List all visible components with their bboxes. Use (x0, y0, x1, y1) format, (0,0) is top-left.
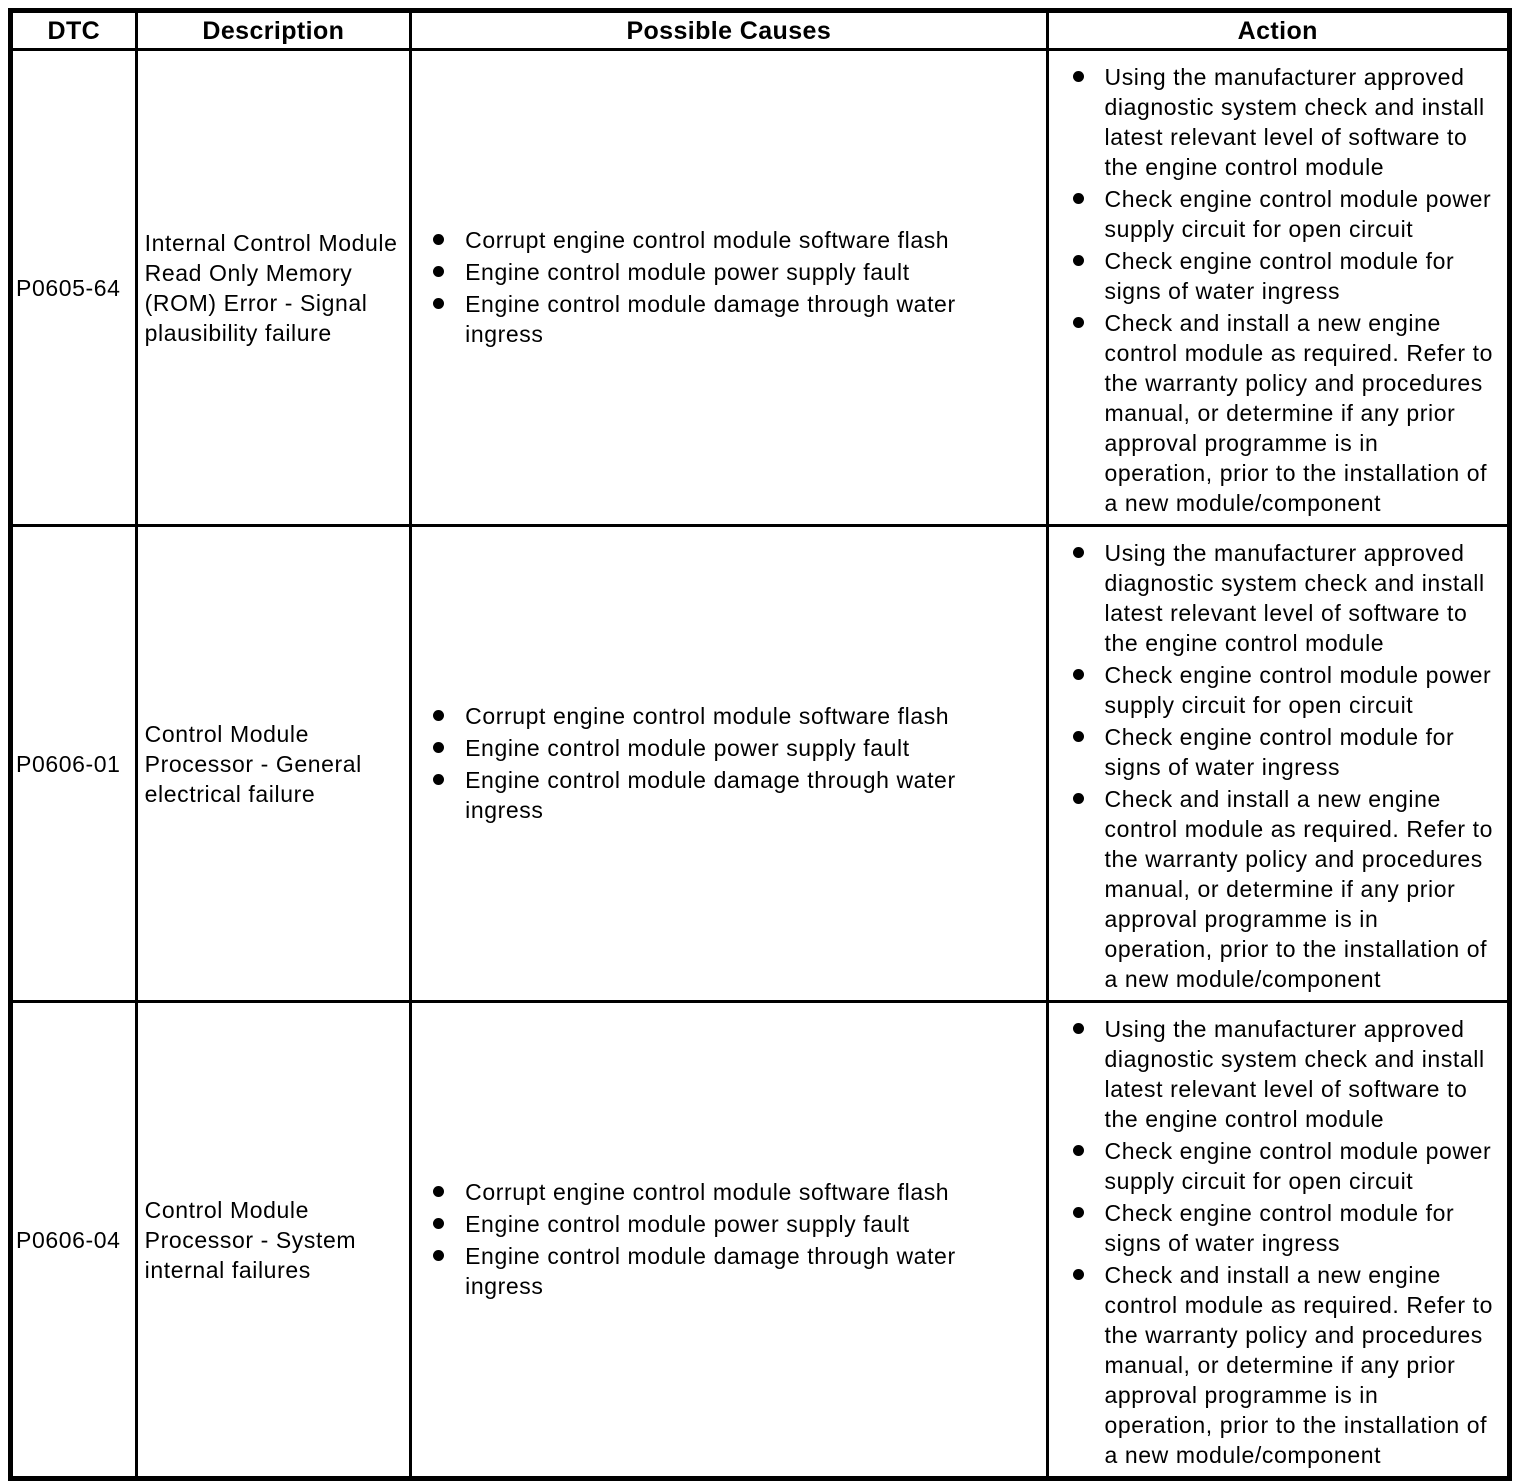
table-row (11, 50, 1510, 526)
list-item (1072, 1198, 1504, 1258)
description-cell (136, 50, 410, 526)
bullet-icon (1073, 731, 1084, 742)
description-cell (136, 526, 410, 1002)
list-item (1072, 1260, 1504, 1470)
list-item (1072, 538, 1504, 658)
bullet-icon (1073, 1269, 1084, 1280)
bullet-icon (433, 1218, 444, 1229)
list-item (1072, 784, 1504, 994)
list-item (432, 289, 1041, 349)
action-cell (1047, 526, 1510, 1002)
bullet-icon (1073, 669, 1084, 680)
causes-list (432, 1177, 1041, 1301)
action-list (1072, 62, 1504, 518)
item-text: Check engine control module for signs of water ingress (1104, 1200, 1455, 1256)
header-action: Action (1047, 11, 1510, 50)
item-text: Check engine control module power supply circuit for open circuit (1104, 1138, 1492, 1194)
action-list (1072, 538, 1504, 994)
table-row (11, 526, 1510, 1002)
list-item (432, 765, 1041, 825)
bullet-icon (433, 298, 444, 309)
list-item (1072, 62, 1504, 182)
item-text: Using the manufacturer approved diagnostic system check and install latest relevant level of software to the engine control module (1104, 540, 1485, 656)
item-text: Engine control module damage through water ingress (465, 766, 956, 823)
list-item (432, 1241, 1041, 1301)
list-item (432, 733, 1041, 763)
table-row (11, 1002, 1510, 1479)
causes-list (432, 225, 1041, 349)
item-text: Check engine control module power supply circuit for open circuit (1104, 662, 1492, 718)
item-text: Engine control module power supply fault (465, 258, 910, 285)
list-item (1072, 660, 1504, 720)
header-description: Description (136, 11, 410, 50)
list-item (1072, 308, 1504, 518)
item-text: Using the manufacturer approved diagnostic system check and install latest relevant level of software to the engine control module (1104, 1016, 1485, 1132)
list-item (1072, 722, 1504, 782)
item-text: Corrupt engine control module software flash (465, 702, 950, 729)
bullet-icon (433, 1186, 444, 1197)
list-item (432, 257, 1041, 287)
item-text: Engine control module damage through water ingress (465, 1242, 956, 1299)
description-text: Internal Control Module Read Only Memory (ROM) Error - Signal plausibility failure (144, 229, 398, 346)
dtc-cell: P0606-01 (11, 526, 137, 1002)
item-text: Engine control module damage through water ingress (465, 290, 956, 347)
item-text: Check engine control module power supply circuit for open circuit (1104, 186, 1492, 242)
header-possible-causes: Possible Causes (411, 11, 1047, 50)
causes-cell (411, 526, 1047, 1002)
dtc-table (8, 8, 1512, 1481)
bullet-icon (1073, 317, 1084, 328)
action-cell (1047, 1002, 1510, 1479)
item-text: Corrupt engine control module software flash (465, 226, 950, 253)
causes-cell (411, 50, 1047, 526)
description-cell (136, 1002, 410, 1479)
bullet-icon (1073, 71, 1084, 82)
item-text: Engine control module power supply fault (465, 1210, 910, 1237)
list-item (1072, 246, 1504, 306)
dtc-cell: P0606-04 (11, 1002, 137, 1479)
bullet-icon (1073, 793, 1084, 804)
list-item (432, 1177, 1041, 1207)
bullet-icon (1073, 1207, 1084, 1218)
bullet-icon (1073, 255, 1084, 266)
item-text: Corrupt engine control module software flash (465, 1178, 950, 1205)
list-item (432, 701, 1041, 731)
causes-cell (411, 1002, 1047, 1479)
item-text: Check and install a new engine control module as required. Refer to the warranty policy and procedures manual, or determine if any prior approval programme is in operation, prior to the installation of a new module/component (1104, 310, 1494, 516)
bullet-icon (433, 742, 444, 753)
bullet-icon (1073, 1023, 1084, 1034)
item-text: Check engine control module for signs of water ingress (1104, 724, 1455, 780)
bullet-icon (433, 1250, 444, 1261)
bullet-icon (433, 710, 444, 721)
bullet-icon (433, 774, 444, 785)
description-text: Control Module Processor - General electrical failure (144, 720, 362, 807)
item-text: Using the manufacturer approved diagnostic system check and install latest relevant level of software to the engine control module (1104, 64, 1485, 180)
bullet-icon (1073, 1145, 1084, 1156)
bullet-icon (433, 234, 444, 245)
list-item (1072, 1136, 1504, 1196)
causes-list (432, 701, 1041, 825)
header-row (11, 11, 1510, 50)
item-text: Check and install a new engine control module as required. Refer to the warranty policy and procedures manual, or determine if any prior approval programme is in operation, prior to the installation of a new module/component (1104, 786, 1494, 992)
bullet-icon (1073, 547, 1084, 558)
item-text: Check and install a new engine control module as required. Refer to the warranty policy and procedures manual, or determine if any prior approval programme is in operation, prior to the installation of a new module/component (1104, 1262, 1494, 1468)
list-item (432, 225, 1041, 255)
description-text: Control Module Processor - System internal failures (144, 1196, 357, 1283)
action-list (1072, 1014, 1504, 1470)
list-item (432, 1209, 1041, 1239)
bullet-icon (433, 266, 444, 277)
action-cell (1047, 50, 1510, 526)
item-text: Engine control module power supply fault (465, 734, 910, 761)
list-item (1072, 1014, 1504, 1134)
bullet-icon (1073, 193, 1084, 204)
header-dtc: DTC (11, 11, 137, 50)
list-item (1072, 184, 1504, 244)
dtc-cell: P0605-64 (11, 50, 137, 526)
item-text: Check engine control module for signs of water ingress (1104, 248, 1455, 304)
